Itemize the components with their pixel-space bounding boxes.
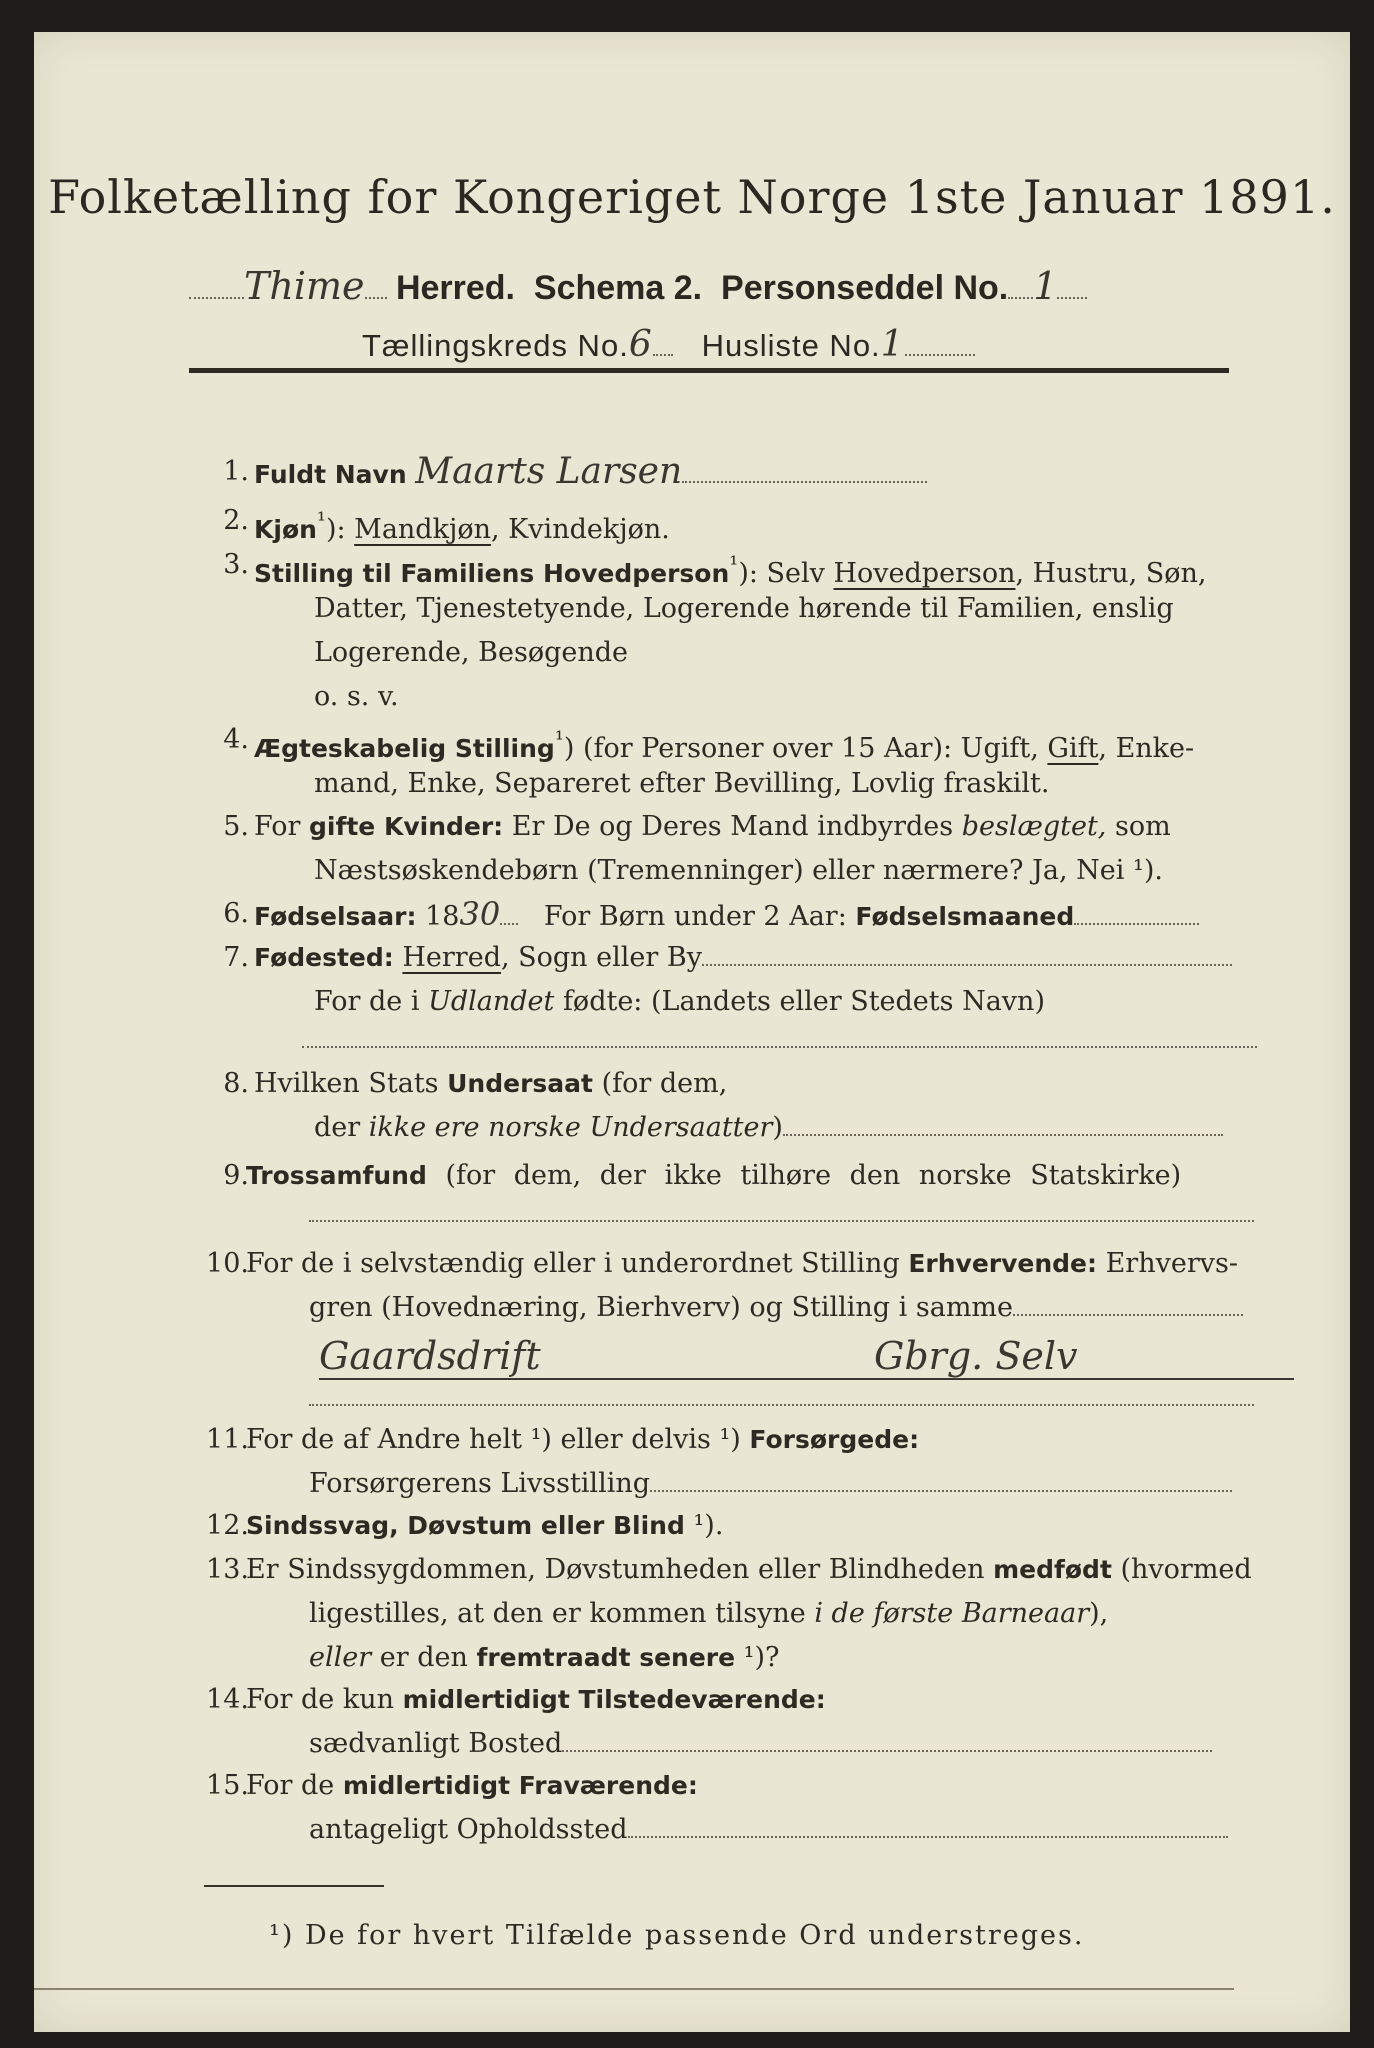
footnote: ¹) De for hvert Tilfælde passende Ord understreges. [269,1920,1085,1951]
husliste-label: Husliste No. [701,328,881,363]
q10-position-value: Gbrg. Selv [874,1334,1078,1378]
q3-selected: Hovedperson [833,558,1016,589]
q10-occupation-value: Gaardsdrift [319,1334,541,1378]
kreds-label: Tællingskreds No. [362,328,629,363]
kreds-value: 6 [628,324,653,365]
form-title: Folketælling for Kongeriget Norge 1ste Januar 1891. [48,170,1336,224]
husliste-value: 1 [880,324,905,365]
q2-selected: Mandkjøn [354,514,491,545]
kreds-line [362,324,975,365]
q7-selected: Herred [402,942,501,973]
q4-selected: Gift [1047,733,1099,764]
herred-line [189,264,1087,308]
herred-label: Herred. [395,269,516,307]
bottom-edge-line [34,1988,1234,1990]
q1-label: Fuldt Navn [254,460,407,489]
census-form-sheet: Folketælling for Kongeriget Norge 1ste Januar 1891. Thime Herred. Schema 2. Personseddel No. 1 Tællingskreds No.6 Husliste No.1 1. Fuldt Navn Maarts Larsen 2. Kjøn$^{^1}$): Mandkjøn, Kvindekjøn. 3. Stilling til Familiens Hovedperson$^{^1}$): Selv Hovedperson, Hustru, Søn, Datter, Tjenestetyende, Logerende hørende til Familien, enslig Logerende, Besøgende o. s. v. 4. Ægteskabelig Stilling$^{^1}$) (for Personer over 15 Aar): Ugift, Gift, Enke- mand, Enke, Separeret efter Bevilling, Lovlig fraskilt. 5. For gifte Kvinder: Er De og Deres Mand indbyrdes beslægtet, som Næstsøskendebørn (Tremenninger) eller nærmere? Ja, Nei ¹). 6. Fødselsaar: 1830 For Børn under 2 Aar: Fødselsmaaned 7. Fødested: Herred, Sogn eller By For de i Udlandet fødte: (Landets eller Stedets Navn) 8. Hvilken Stats Undersaat (for dem, der ikke ere norske Undersaatter) 9. Trossamfund (for dem, der ikke tilhøre den norske Statskirke) 10. For de i selvstændig eller i underordnet Stilling Erhvervende: Erhvervs- gren (Hovednæring, Bierhverv) og Stilling i samme Gaardsdrift Gbrg. Selv 11. For de af Andre helt ¹) eller delvis ¹) Forsørgede: Forsørgerens Livsstilling 12. Sindssvag, Døvstum eller Blind ¹). 13. Er Sindssygdommen, Døvstumheden eller Blindheden medfødt (hvormed ligestilles, at den er kommen tilsyne i de første Barneaar), eller er den fremtraadt senere ¹)? 14. For de kun midlertidigt Tilstedeværende: sædvanligt Bosted 15. For de midlertidigt Fraværende: antageligt Opholdssted ¹) De for hvert Tilfælde passende Ord understreges. [34,32,1350,2032]
footnote-divider [204,1885,384,1887]
q6-birth-year: 30 [459,895,501,933]
header-divider [189,368,1229,373]
q1-value: Maarts Larsen [415,451,683,492]
herred-value: Thime [244,264,365,308]
personseddel-value: 1 [1033,264,1058,308]
personseddel-label: Personseddel No. [721,269,1009,307]
schema-label: Schema 2. [533,269,703,307]
